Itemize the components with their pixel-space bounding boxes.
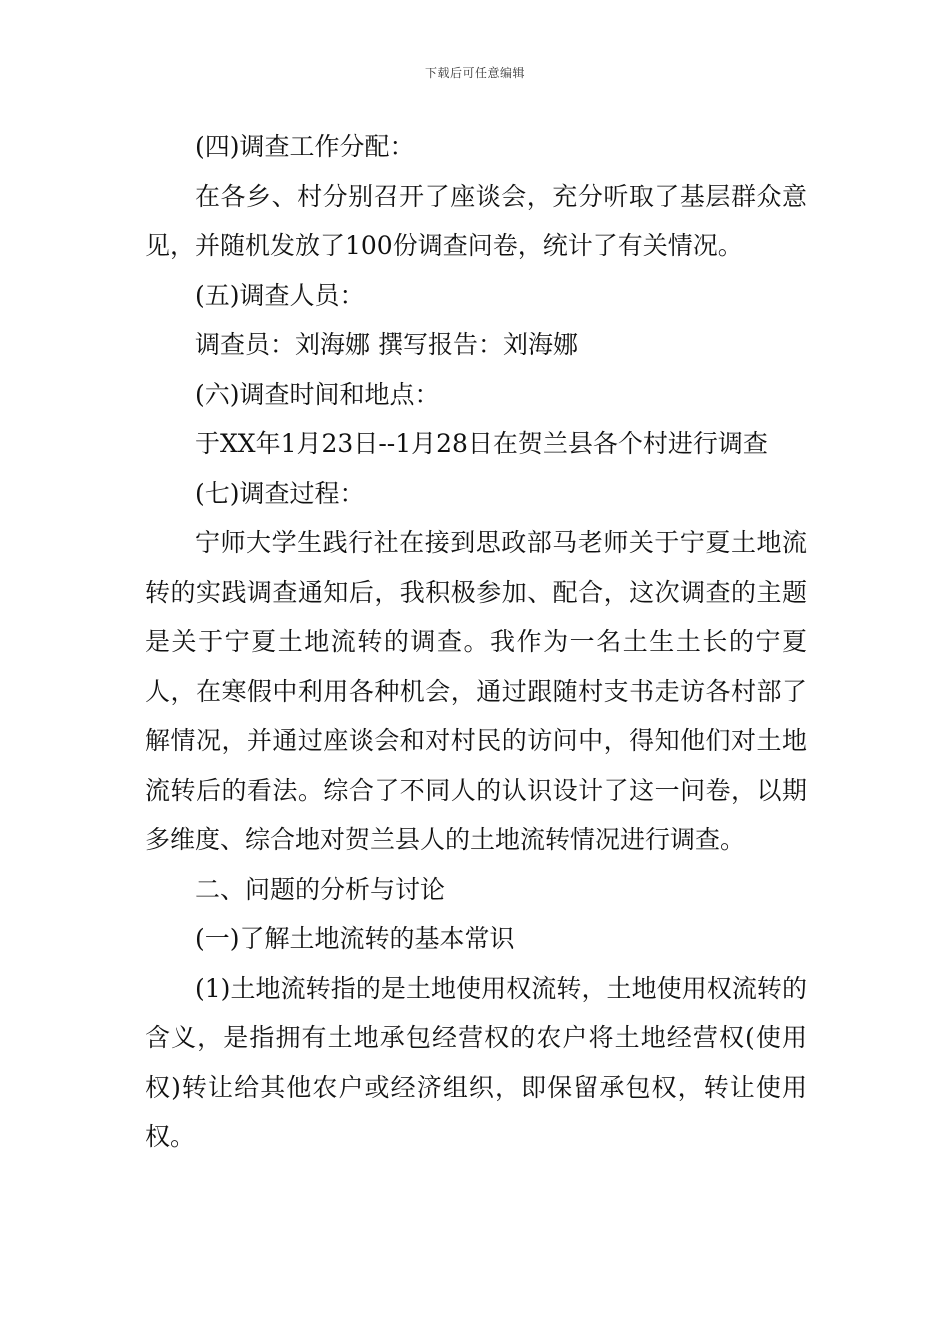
section-heading-process: (七)调查过程： — [195, 478, 365, 508]
paragraph-time-place: 于XX年1月23日--1月28日在贺兰县各个村进行调查 — [195, 429, 768, 458]
section-heading-basics: (一)了解土地流转的基本常识 — [195, 924, 515, 953]
paragraph-assignment: 在各乡、村分别召开了座谈会，充分听取了基层群众意见，并随机发放了100份调查问卷，统计了有关情况。 — [145, 181, 807, 260]
paragraph-process: 宁师大学生践行社在接到思政部马老师关于宁夏土地流转的实践调查通知后，我积极参加、配合，这次调查的主题是关于宁夏土地流转的调查。我作为一名土生土长的宁夏人，在寒假中利用各种机会，通过跟随村支书走访各村部了解情况，并通过座谈会和对村民的访问中，得知他们对土地流转后的看法。综合了不同人的认识设计了这一问卷，以期多维度、综合地对贺兰县人的土地流转情况进行调查。 — [145, 528, 807, 854]
paragraph-basics-1: (1)土地流转指的是土地使用权流转，土地使用权流转的含义，是指拥有土地承包经营权的农户将土地经营权(使用权)转让给其他农户或经济组织，即保留承包权，转让使用权。 — [145, 973, 807, 1151]
page-header: 下载后可任意编辑 — [424, 66, 525, 80]
section-heading-personnel: (五)调查人员： — [195, 280, 365, 310]
section-heading-time-place: (六)调查时间和地点： — [195, 379, 440, 409]
paragraph-personnel: 调查员：刘海娜 撰写报告：刘海娜 — [195, 330, 578, 359]
chapter-heading-analysis: 二、问题的分析与讨论 — [195, 874, 446, 904]
section-heading-assignment: (四)调查工作分配： — [195, 132, 415, 161]
document-body — [145, 122, 807, 1162]
